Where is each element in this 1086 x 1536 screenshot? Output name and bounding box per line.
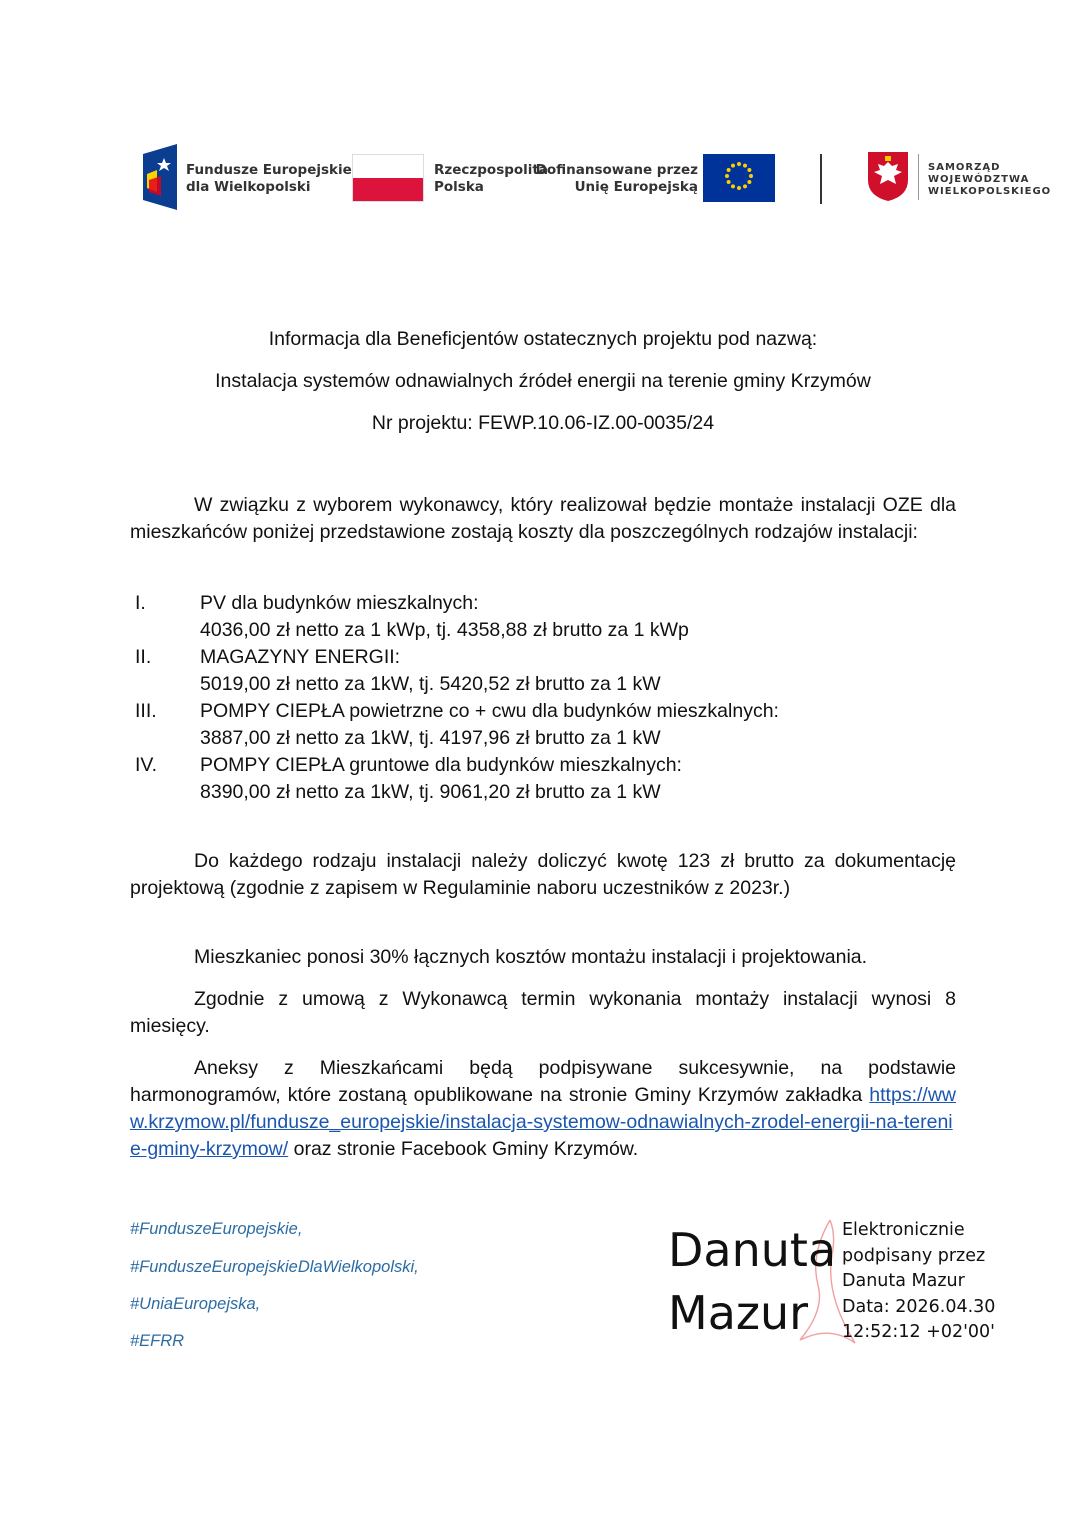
header-line-1: Informacja dla Beneficjentów ostatecznych projektu pod nazwą: [268, 328, 818, 350]
list-item-number: I. [135, 592, 146, 614]
annexes-text-end: oraz stronie Facebook Gminy Krzymów. [288, 1138, 639, 1160]
krzymow-website-link[interactable]: https://www.krzymow.pl/fundusze_europejskie/instalacja-systemow-odnawialnych-zrodel-energii-na-terenie-gminy-krzymow/ [130, 1084, 956, 1160]
list-item-title: POMPY CIEPŁA powietrzne co + cwu dla budynków mieszkalnych: [200, 700, 779, 722]
annexes-text: Aneksy z Mieszkańcami będą podpisywane sukcesywnie, na podstawie harmonogramów, które zostaną opublikowane na stronie Gminy Krzymów zakładka [130, 1057, 956, 1106]
list-item-price: 5019,00 zł netto za 1kW, tj. 5420,52 zł brutto za 1 kW [200, 673, 661, 695]
sww-logo-line3: WIELKOPOLSKIEGO [928, 186, 1052, 197]
list-item-price: 8390,00 zł netto za 1kW, tj. 9061,20 zł brutto za 1 kW [200, 781, 661, 803]
list-item-title: POMPY CIEPŁA gruntowe dla budynków mieszkalnych: [200, 754, 682, 776]
samorzad-wojewodztwa-logo [866, 150, 1052, 208]
hashtag: #FunduszeEuropejskie, [130, 1220, 303, 1238]
list-item-title: PV dla budynków mieszkalnych: [200, 592, 479, 614]
resident-share-paragraph: Mieszkaniec ponosi 30% łącznych kosztów montażu instalacji i projektowania. [194, 946, 868, 968]
list-item [130, 752, 956, 806]
hashtag: #FunduszeEuropejskieDlaWielkopolski, [130, 1258, 419, 1276]
eu-logo-line2: Unię Europejską [574, 179, 698, 195]
intro-paragraph: W związku z wyborem wykonawcy, który realizował będzie montaże instalacji OZE dla mieszkańców poniżej przedstawione zostają koszty dla poszczególnych rodzajów instalacji: [130, 494, 956, 543]
list-item-title: MAGAZYNY ENERGII: [200, 646, 401, 668]
list-item-price: 3887,00 zł netto za 1kW, tj. 4197,96 zł brutto za 1 kW [200, 727, 661, 749]
fundusze-europejskie-logo [143, 144, 352, 212]
list-item [130, 590, 956, 644]
signature-first-name: Danuta [668, 1223, 837, 1277]
list-item [130, 698, 956, 752]
eu-logo-line1: Dofinansowane przez [535, 162, 698, 178]
header-project-title: Instalacja systemów odnawialnych źródeł energii na terenie gminy Krzymów [215, 370, 871, 392]
signature-line-2: podpisany przez [842, 1245, 986, 1266]
hashtag: #EFRR [130, 1332, 185, 1350]
list-item-number: IV. [135, 754, 158, 776]
logo-strip [0, 140, 1086, 215]
list-item-number: II. [135, 646, 152, 668]
header-project-number: Nr projektu: FEWP.10.06-IZ.00-0035/24 [371, 412, 715, 434]
polish-flag-icon [352, 154, 424, 202]
hashtag: #UniaEuropejska, [130, 1295, 261, 1313]
signature-last-name: Mazur [668, 1286, 809, 1340]
list-item [130, 644, 956, 698]
rzeczpospolita-polska-logo [352, 154, 548, 204]
signature-details [842, 1218, 995, 1346]
sww-logo-line1: SAMORZĄD [928, 162, 1001, 173]
eu-flag-icon [703, 154, 775, 202]
rp-logo-line1: Rzeczpospolita [434, 162, 548, 178]
annexes-paragraph [130, 1055, 956, 1163]
signature-line-5: 12:52:12 +02'00' [842, 1322, 995, 1342]
eu-funding-logo [535, 154, 778, 204]
logo-divider [820, 154, 822, 204]
signature-line-1: Elektronicznie [842, 1220, 965, 1240]
deadline-paragraph: Zgodnie z umową z Wykonawcą termin wykonania montaży instalacji wynosi 8 miesięcy. [130, 988, 956, 1037]
signature-line-3: Danuta Mazur [842, 1271, 965, 1291]
logo-divider-thin [918, 154, 919, 200]
documentation-cost-paragraph: Do każdego rodzaju instalacji należy doliczyć kwotę 123 zł brutto za dokumentację projektową (zgodnie z zapisem w Regulaminie naboru uczestników z 2023r.) [130, 850, 956, 899]
fe-logo-line2: dla Wielkopolski [186, 179, 311, 195]
signature-line-4: Data: 2026.04.30 [842, 1296, 996, 1317]
cost-list [130, 590, 956, 806]
rp-logo-line2: Polska [434, 179, 484, 195]
coat-of-arms-eagle-icon [866, 150, 910, 202]
fe-logo-line1: Fundusze Europejskie [186, 162, 352, 178]
sww-logo-line2: WOJEWÓDZTWA [928, 174, 1030, 185]
list-item-number: III. [135, 700, 157, 722]
list-item-price: 4036,00 zł netto za 1 kWp, tj. 4358,88 zł brutto za 1 kWp [200, 619, 689, 641]
fe-flag-icon [143, 144, 177, 210]
